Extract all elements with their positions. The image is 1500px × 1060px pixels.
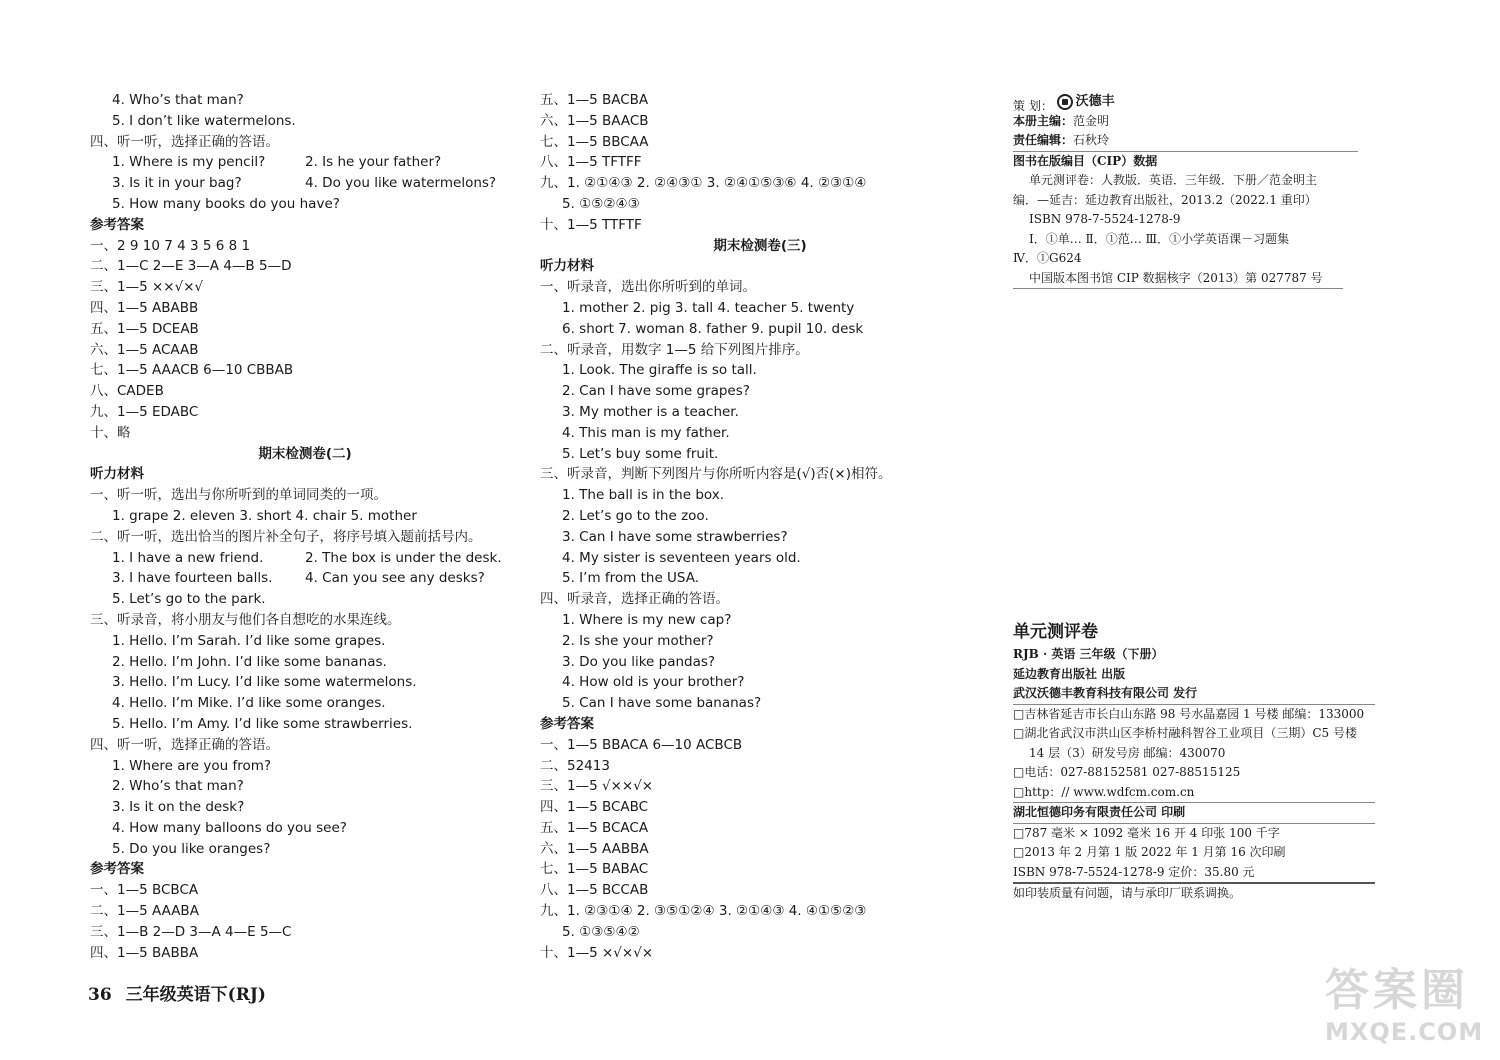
text-line: 3. Do you like pandas? [562, 653, 716, 670]
text-line: 一、2 9 10 7 4 3 5 6 8 1 [90, 237, 251, 254]
info-line: 编．—延吉：延边教育出版社，2013.2（2022.1 重印） [1013, 192, 1317, 207]
text-cell: 3. Is it in your bag? [112, 175, 242, 192]
text-line: 5. ①⑤②④③ [562, 195, 640, 212]
text-line: 四、听一听，选择正确的答语。 [90, 736, 279, 753]
editor-line [1013, 112, 1378, 132]
text-line [90, 173, 520, 194]
text-line: 1. grape 2. eleven 3. short 4. chair 5. mother [112, 507, 417, 524]
text-line: 6. short 7. woman 8. father 9. pupil 10. desk [562, 320, 864, 337]
text-line: 四、听一听，选择正确的答语。 [90, 133, 279, 150]
text-line: 五、1—5 BCACA [540, 819, 649, 836]
watermark-text: 答案圈 [1325, 965, 1469, 1016]
editor-name: 范金明 [1073, 113, 1110, 128]
text-line: 二、52413 [540, 757, 610, 774]
brand-logo [1057, 92, 1115, 112]
text-line: 三、1—5 ××√×√ [90, 279, 204, 296]
text-line: 十、1—5 ×√×√× [540, 944, 654, 961]
text-line: 4. My sister is seventeen years old. [562, 549, 801, 566]
text-line: 2. Can I have some grapes? [562, 383, 750, 400]
text-line: 一、1—5 BCBCA [90, 882, 199, 899]
text-cell: 4. Do you like watermelons? [305, 175, 497, 192]
section-heading: 期末检测卷(二) [258, 445, 352, 462]
planner-label: 策 划： [1013, 98, 1053, 113]
text-line: 2. Is she your mother? [562, 632, 714, 649]
text-cell: 2. The box is under the desk. [305, 549, 502, 566]
info-line: 14 层（3）研发号房 邮编：430070 [1029, 745, 1226, 760]
text-line: 5. Let’s go to the park. [112, 591, 266, 608]
text-line: 1. Hello. I’m Sarah. I’d like some grapes. [112, 632, 386, 649]
resp-editor-label: 责任编辑： [1013, 133, 1074, 147]
colophon-column [1013, 92, 1378, 904]
text-line: 十、1—5 TTFTF [540, 216, 642, 233]
text-line: 一、听录音，选出你所听到的单词。 [540, 279, 756, 296]
info-line: 单元测评卷：人教版．英语．三年级．下册／范金明主 [1029, 173, 1318, 187]
text-line: 5. Do you like oranges? [112, 840, 271, 857]
text-line: 2. Hello. I’m John. I’d like some bananas. [112, 653, 387, 670]
editor-label: 本册主编： [1013, 113, 1074, 128]
text-line: 参考答案 [540, 715, 594, 732]
info-line: 如印装质量有问题，请与承印厂联系调换。 [1013, 886, 1242, 900]
text-line: 参考答案 [90, 861, 144, 878]
text-line [90, 548, 520, 569]
section-heading: 期末检测卷(三) [713, 237, 807, 254]
text-line: 听力材料 [90, 466, 144, 483]
brand-name: 沃德丰 [1075, 94, 1115, 109]
text-line [90, 568, 520, 589]
text-line: 1. Look. The giraffe is so tall. [562, 362, 757, 379]
text-line: 五、1—5 BACBA [540, 92, 649, 108]
book-title: 单元测评卷 [1013, 622, 1098, 642]
brand-logo-icon [1057, 94, 1073, 110]
text-cell: 4. Can you see any desks? [305, 570, 485, 587]
info-line: 湖北恒德印务有限责任公司 印刷 [1013, 803, 1375, 824]
text-line: 4. How many balloons do you see? [112, 819, 347, 836]
text-line: 5. Let’s buy some fruit. [562, 445, 719, 462]
text-line: 二、1—C 2—E 3—A 4—B 5—D [90, 258, 292, 275]
text-line: 参考答案 [90, 216, 144, 233]
info-line: □电话：027-88152581 027-88515125 [1013, 765, 1241, 779]
planner-line [1013, 92, 1378, 112]
info-line: RJB · 英语 三年级（下册） [1013, 647, 1164, 661]
text-line: 5. Can I have some bananas? [562, 695, 762, 712]
text-line: 六、1—5 AABBA [540, 840, 649, 857]
info-line: □吉林省延吉市长白山东路 98 号水晶嘉园 1 号楼 邮编：133000 [1013, 706, 1365, 721]
text-line: 5. I don’t like watermelons. [112, 112, 296, 129]
info-line: Ⅳ．①G624 [1013, 251, 1082, 265]
text-line: 3. Hello. I’m Lucy. I’d like some watermelons. [112, 674, 417, 691]
text-line: 4. Hello. I’m Mike. I’d like some oranges. [112, 695, 386, 712]
text-line: 三、1—B 2—D 3—A 4—E 5—C [90, 923, 292, 940]
resp-editor-line [1013, 131, 1358, 152]
text-line: 十、略 [90, 424, 131, 441]
text-line: 八、CADEB [90, 383, 164, 400]
text-line: 三、听录音，将小朋友与他们各自想吃的水果连线。 [90, 611, 401, 628]
text-line: 二、听录音，用数字 1—5 给下列图片排序。 [540, 341, 809, 358]
text-line: 1. The ball is in the box. [562, 487, 725, 504]
page-number: 36 [88, 985, 112, 1005]
text-line: 九、1—5 EDABC [90, 403, 199, 420]
text-line: 八、1—5 TFTFF [540, 154, 642, 171]
text-line: 5. I’m from the USA. [562, 570, 700, 587]
text-line: 1. mother 2. pig 3. tall 4. teacher 5. twenty [562, 299, 855, 316]
text-line: 5. How many books do you have? [112, 195, 340, 212]
text-line: 二、听一听，选出恰当的图片补全句子，将序号填入题前括号内。 [90, 528, 482, 545]
text-line: 七、1—5 BABAC [540, 861, 649, 878]
middle-column [540, 90, 980, 963]
info-line: 图书在版编目（CIP）数据 [1013, 153, 1158, 168]
watermark [1325, 965, 1495, 1055]
info-line: 延边教育出版社 出版 [1013, 666, 1126, 681]
text-line: 三、听录音，判断下列图片与你所听内容是(√)否(×)相符。 [540, 466, 892, 483]
text-line: 四、1—5 BABBA [90, 944, 199, 961]
text-line: 1. Where is my new cap? [562, 611, 732, 628]
text-line: 七、1—5 AAACB 6—10 CBBAB [90, 362, 294, 379]
text-line: 3. Can I have some strawberries? [562, 528, 788, 545]
page-footer [88, 980, 266, 1005]
info-line: □787 毫米 × 1092 毫米 16 开 4 印张 100 千字 [1013, 825, 1280, 840]
text-line: 五、1—5 DCEAB [90, 320, 199, 337]
text-line: 六、1—5 BAACB [540, 112, 649, 129]
publication-info [1013, 645, 1375, 904]
watermark-url: MXQE.COM [1325, 1018, 1484, 1046]
text-line: 一、1—5 BBACA 6—10 ACBCB [540, 736, 743, 753]
text-cell: 3. I have fourteen balls. [112, 570, 273, 587]
text-line: 七、1—5 BBCAA [540, 133, 649, 150]
text-line: 4. How old is your brother? [562, 674, 745, 691]
text-line: 5. Hello. I’m Amy. I’d like some strawberries. [112, 715, 413, 732]
text-line: 三、1—5 √××√× [540, 778, 654, 795]
text-line: 2. Let’s go to the zoo. [562, 507, 709, 524]
info-line: ISBN 978-7-5524-1278-9 [1029, 212, 1181, 226]
text-line: 六、1—5 ACAAB [90, 341, 199, 358]
text-line: 3. Is it on the desk? [112, 799, 245, 816]
cip-block [1013, 152, 1343, 290]
info-line: □2013 年 2 月第 1 版 2022 年 1 月第 16 次印刷 [1013, 845, 1286, 859]
info-line: 武汉沃德丰教育科技有限公司 发行 [1013, 684, 1375, 705]
info-line: Ⅰ．①单… Ⅱ．①范… Ⅲ．①小学英语课－习题集 [1029, 231, 1290, 246]
page-running-title: 三年级英语下(RJ) [125, 985, 266, 1005]
text-line: 八、1—5 BCCAB [540, 882, 649, 899]
text-line: 四、听录音，选择正确的答语。 [540, 591, 729, 608]
text-cell: 1. I have a new friend. [112, 549, 264, 566]
text-cell: 2. Is he your father? [305, 154, 442, 171]
left-column [90, 90, 520, 963]
resp-editor-name: 石秋玲 [1073, 133, 1110, 147]
text-line: 4. Who’s that man? [112, 92, 244, 108]
text-line: 九、1. ②①④③ 2. ②④③① 3. ②④①⑤③⑥ 4. ②③①④ [540, 175, 867, 192]
text-cell: 1. Where is my pencil? [112, 154, 266, 171]
info-line: 中国版本图书馆 CIP 数据核字（2013）第 027787 号 [1013, 269, 1343, 290]
text-line: 一、听一听，选出与你所听到的单词同类的一项。 [90, 487, 387, 504]
info-line: ISBN 978-7-5524-1278-9 定价：35.80 元 [1013, 863, 1375, 885]
text-line: 1. Where are you from? [112, 757, 272, 774]
info-line: □湖北省武汉市洪山区李桥村融科智谷工业项目（三期）C5 号楼 [1013, 726, 1357, 740]
text-line: 3. My mother is a teacher. [562, 403, 739, 420]
text-line: 2. Who’s that man? [112, 778, 244, 795]
text-line: 4. This man is my father. [562, 424, 730, 441]
text-line: 二、1—5 AAABA [90, 903, 199, 920]
text-line: 听力材料 [540, 258, 594, 275]
info-line: □http：// www.wdfcm.com.cn [1013, 783, 1375, 804]
text-line: 九、1. ②③①④ 2. ③⑤①②④ 3. ②①④③ 4. ④①⑤②③ [540, 903, 867, 920]
text-line: 四、1—5 BCABC [540, 799, 649, 816]
text-line: 四、1—5 ABABB [90, 299, 199, 316]
text-line: 5. ①③⑤④② [562, 923, 640, 940]
text-line [90, 152, 520, 173]
